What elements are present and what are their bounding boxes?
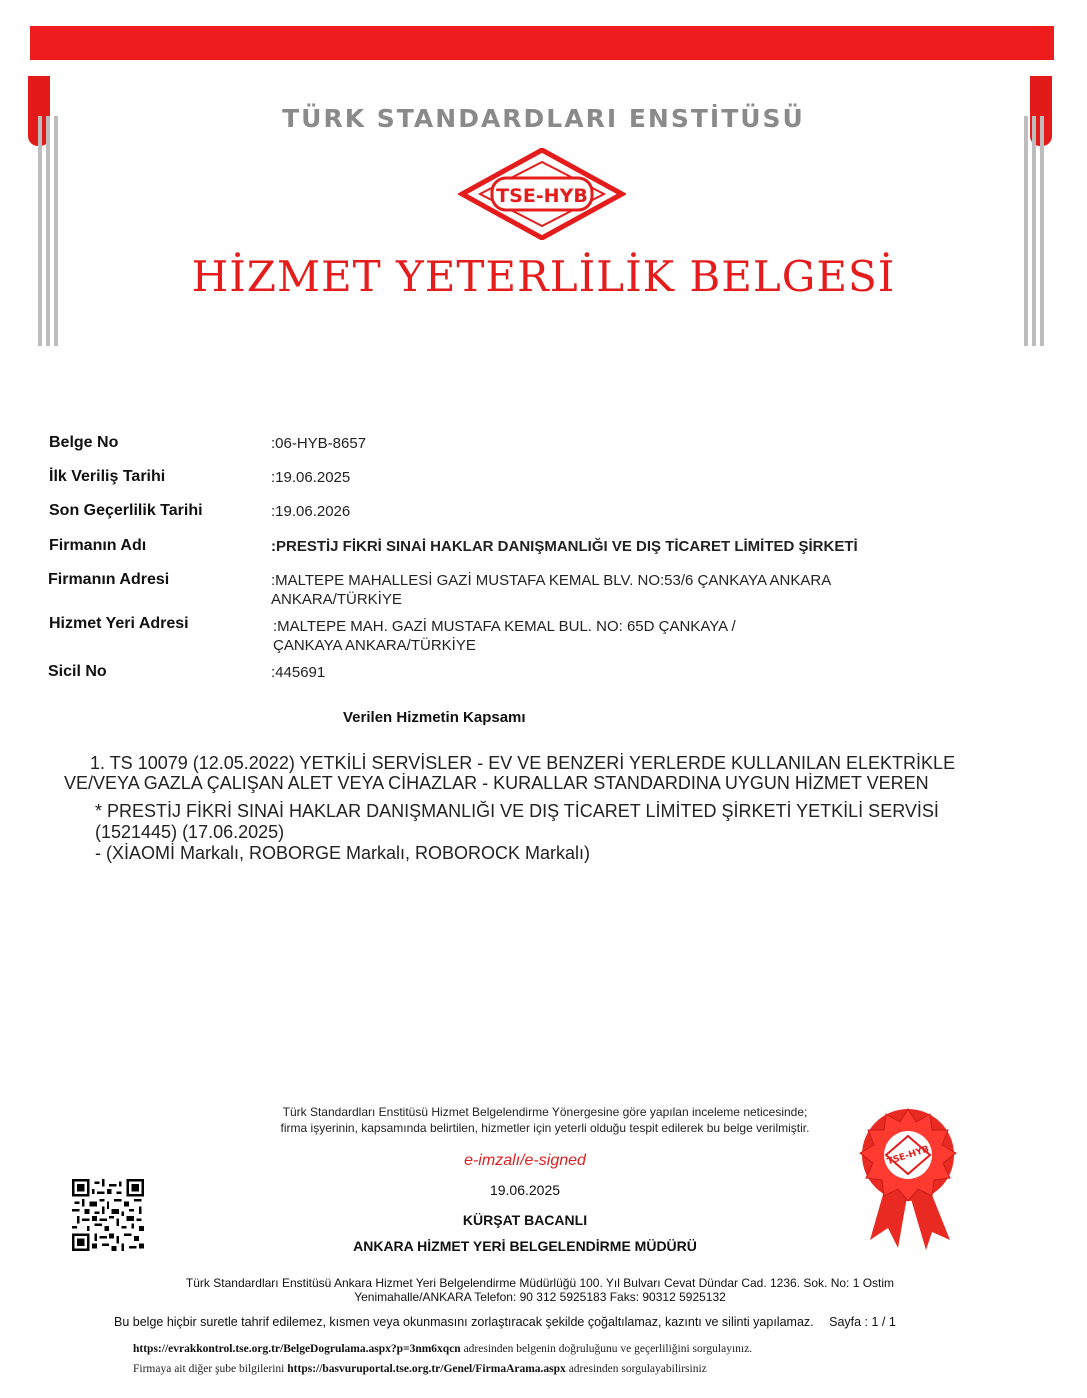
svg-text:TSE-HYB: TSE-HYB [886,1144,931,1168]
ilk-verilis-label: İlk Veriliş Tarihi [49,468,166,485]
statement-line-1: Türk Standardları Enstitüsü Hizmet Belgelendirme Yönergesine göre yapılan inceleme neticesinde; [282,1105,808,1119]
branch-query-link[interactable]: https://basvuruportal.tse.org.tr/Genel/FirmaArama.aspx [287,1363,566,1375]
institute-name: TÜRK STANDARDLARI ENSTİTÜSÜ [282,104,805,133]
verification-text: adresinden belgenin doğruluğunu ve geçerliliğini sorgulayınız. [460,1343,753,1355]
hizmet-yeri-label: Hizmet Yeri Adresi [49,615,189,632]
belge-no-label: Belge No [49,434,119,451]
ilk-verilis-value: :19.06.2025 [271,469,351,486]
firma-adi-label: Firmanın Adı [49,537,147,554]
scope-line-4: (1521445) (17.06.2025) [95,822,285,842]
address-line-1: Türk Standardları Enstitüsü Ankara Hizmet Yeri Belgelendirme Müdürlüğü 100. Yıl Bulvarı Cevat Dündar Cad. 1236. Sok. No: 1 Ostim [185,1276,895,1290]
son-gecerlilik-value: :19.06.2026 [271,503,351,520]
branch-query-prefix: Firmaya ait diğer şube bilgilerini [133,1363,288,1375]
firma-adresi-label: Firmanın Adresi [48,571,170,588]
tse-hyb-logo [458,148,626,240]
tamper-notice-text: Bu belge hiçbir suretle tahrif edilemez, kısmen veya okunmasını zorlaştıracak şekilde çoğaltılamaz, kazıntı ve silinti yapılamaz. [114,1315,814,1329]
certification-statement [240,1104,850,1136]
scope-line-5: - (XİAOMİ Markalı, ROBORGE Markalı, ROBOROCK Markalı) [95,843,591,863]
firma-adresi-line1: :MALTEPE MAHALLESİ GAZİ MUSTAFA KEMAL BLV. NO:53/6 ÇANKAYA ANKARA [271,572,832,589]
header-banner [30,26,1054,60]
scope-line-2: VE/VEYA GAZLA ÇALIŞAN ALET VEYA CİHAZLAR - KURALLAR STANDARDINA UYGUN HİZMET VEREN [64,773,929,793]
signature-date: 19.06.2025 [489,1182,561,1198]
branch-query-line [133,1363,707,1375]
e-signed-label: e-imzalı/e-signed [464,1152,586,1169]
sicil-no-label: Sicil No [48,663,107,680]
svg-text:TSE-HYB: TSE-HYB [496,185,588,207]
verification-link[interactable]: https://evrakkontrol.tse.org.tr/BelgeDogrulama.aspx?p=3nm6xqcn [133,1343,461,1355]
scope-line-3: * PRESTİJ FİKRİ SINAİ HAKLAR DANIŞMANLIĞI VE DIŞ TİCARET LİMİTED ŞİRKETİ YETKİLİ SERVİSİ [95,801,939,821]
hizmet-yeri-line2: ÇANKAYA ANKARA/TÜRKİYE [273,637,476,654]
tse-seal-rosette [850,1100,970,1250]
hizmet-yeri-line1: :MALTEPE MAH. GAZİ MUSTAFA KEMAL BUL. NO: 65D ÇANKAYA / [273,618,736,635]
institute-address [100,1276,980,1304]
statement-line-2: firma işyerinin, kapsamında belirtilen, hizmetler için yeterli olduğu tespit edilerek bu belge verilmiştir. [280,1121,810,1135]
son-gecerlilik-label: Son Geçerlilik Tarihi [49,502,203,519]
belge-no-value: :06-HYB-8657 [271,435,367,452]
scope-line-1: 1. TS 10079 (12.05.2022) YETKİLİ SERVİSLER - EV VE BENZERİ YERLERDE KULLANILAN ELEKTRİKLE [90,753,956,773]
signer-name: KÜRŞAT BACANLI [462,1212,588,1228]
signer-title: ANKARA HİZMET YERİ BELGELENDİRME MÜDÜRÜ [353,1238,697,1254]
firma-adi-value: :PRESTİJ FİKRİ SINAİ HAKLAR DANIŞMANLIĞI VE DIŞ TİCARET LİMİTED ŞİRKETİ [271,538,858,555]
qr-code[interactable] [72,1179,144,1251]
tamper-notice [114,1315,896,1329]
page-number: Sayfa : 1 / 1 [829,1315,896,1329]
address-line-2: Yenimahalle/ANKARA Telefon: 90 312 5925183 Faks: 90312 5925132 [354,1290,726,1304]
scope-title: Verilen Hizmetin Kapsamı [343,709,526,726]
sicil-no-value: :445691 [271,664,326,681]
certificate-title: HİZMET YETERLİLİK BELGESİ [191,252,896,301]
verification-line [133,1343,752,1355]
firma-adresi-line2: ANKARA/TÜRKİYE [271,591,402,608]
branch-query-suffix: adresinden sorgulayabilirsiniz [565,1363,707,1375]
